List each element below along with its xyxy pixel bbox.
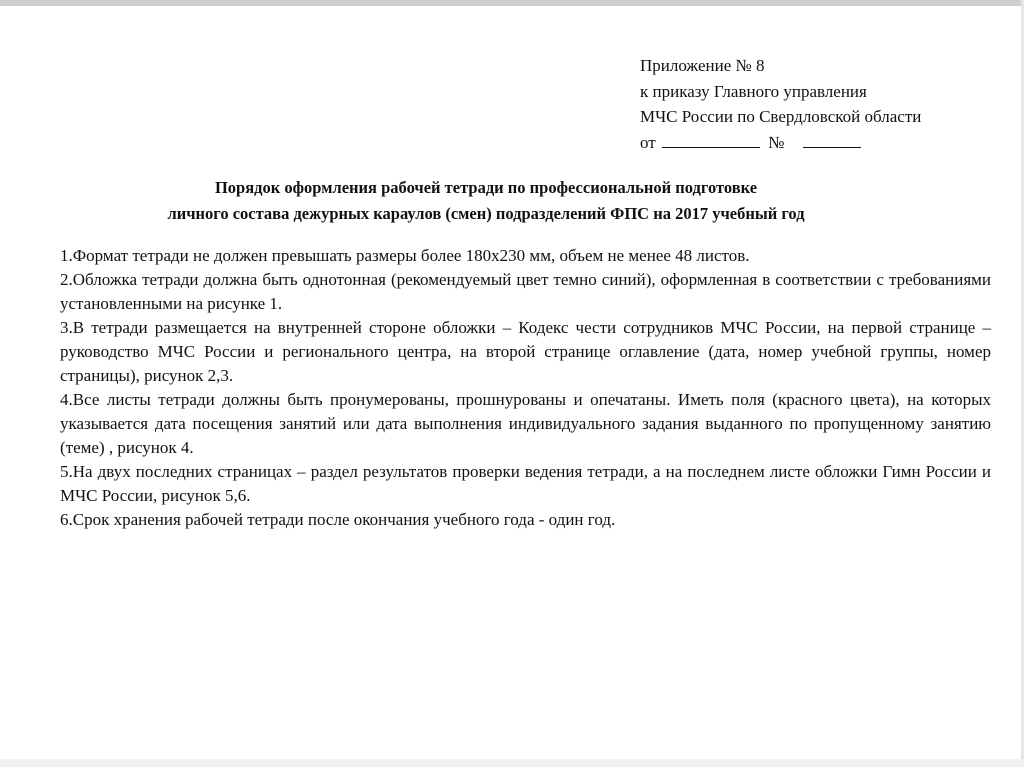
item-text: На двух последних страницах – раздел результатов проверки ведения тетради, а на последнем листе обложки Гимн России и МЧС России, рисунок 5,6. [60,462,991,505]
appendix-line-2: к приказу Главного управления [640,81,867,101]
number-blank [803,133,861,148]
bottom-border [0,759,1024,767]
item-number: 1. [60,246,73,265]
item-number: 6. [60,510,73,529]
list-item-2 [60,268,991,316]
document-title [60,175,912,227]
item-text: Обложка тетради должна быть однотонная (рекомендуемый цвет темно синий), оформленная в соответствии с требованиями установленными на рисунке 1. [60,270,991,313]
list-item-1 [60,244,991,268]
appendix-line-3: МЧС России по Свердловской области [640,107,922,126]
top-border [0,0,1024,6]
item-text: В тетради размещается на внутренней стороне обложки – Кодекс чести сотрудников МЧС России, на первой странице – руководство МЧС России и регионального центра, на второй странице оглавление (дата, номер учебной группы, номер страницы), рисунок 2,3. [60,318,991,385]
appendix-line-1: Приложение № 8 [640,56,765,75]
item-number: 3. [60,318,73,337]
item-number: 5. [60,462,73,481]
appendix-block [640,53,1000,155]
document-body [60,244,991,532]
item-text: Все листы тетради должны быть пронумерованы, прошнурованы и опечатаны. Иметь поля (красного цвета), на которых указывается дата посещения занятий или дата выполнения индивидуального задания выданного по пропущенному занятию (теме) , рисунок 4. [60,390,991,457]
item-number: 2. [60,270,73,289]
list-item-6 [60,508,991,532]
appendix-date-prefix: от [640,132,656,152]
item-number: 4. [60,390,73,409]
appendix-number-sign: № [768,132,785,152]
list-item-5 [60,460,991,508]
title-line-2: личного состава дежурных караулов (смен) подразделений ФПС на 2017 учебный год [167,204,805,223]
item-text: Формат тетради не должен превышать размеры более 180х230 мм, объем не менее 48 листов. [72,246,750,265]
title-line-1: Порядок оформления рабочей тетради по профессиональной подготовке [214,178,758,197]
item-text: Срок хранения рабочей тетради после окончания учебного года - один год. [72,510,616,529]
list-item-3 [60,316,991,388]
appendix-line-4 [640,130,1000,156]
list-item-4 [60,388,991,460]
date-blank [662,133,760,148]
